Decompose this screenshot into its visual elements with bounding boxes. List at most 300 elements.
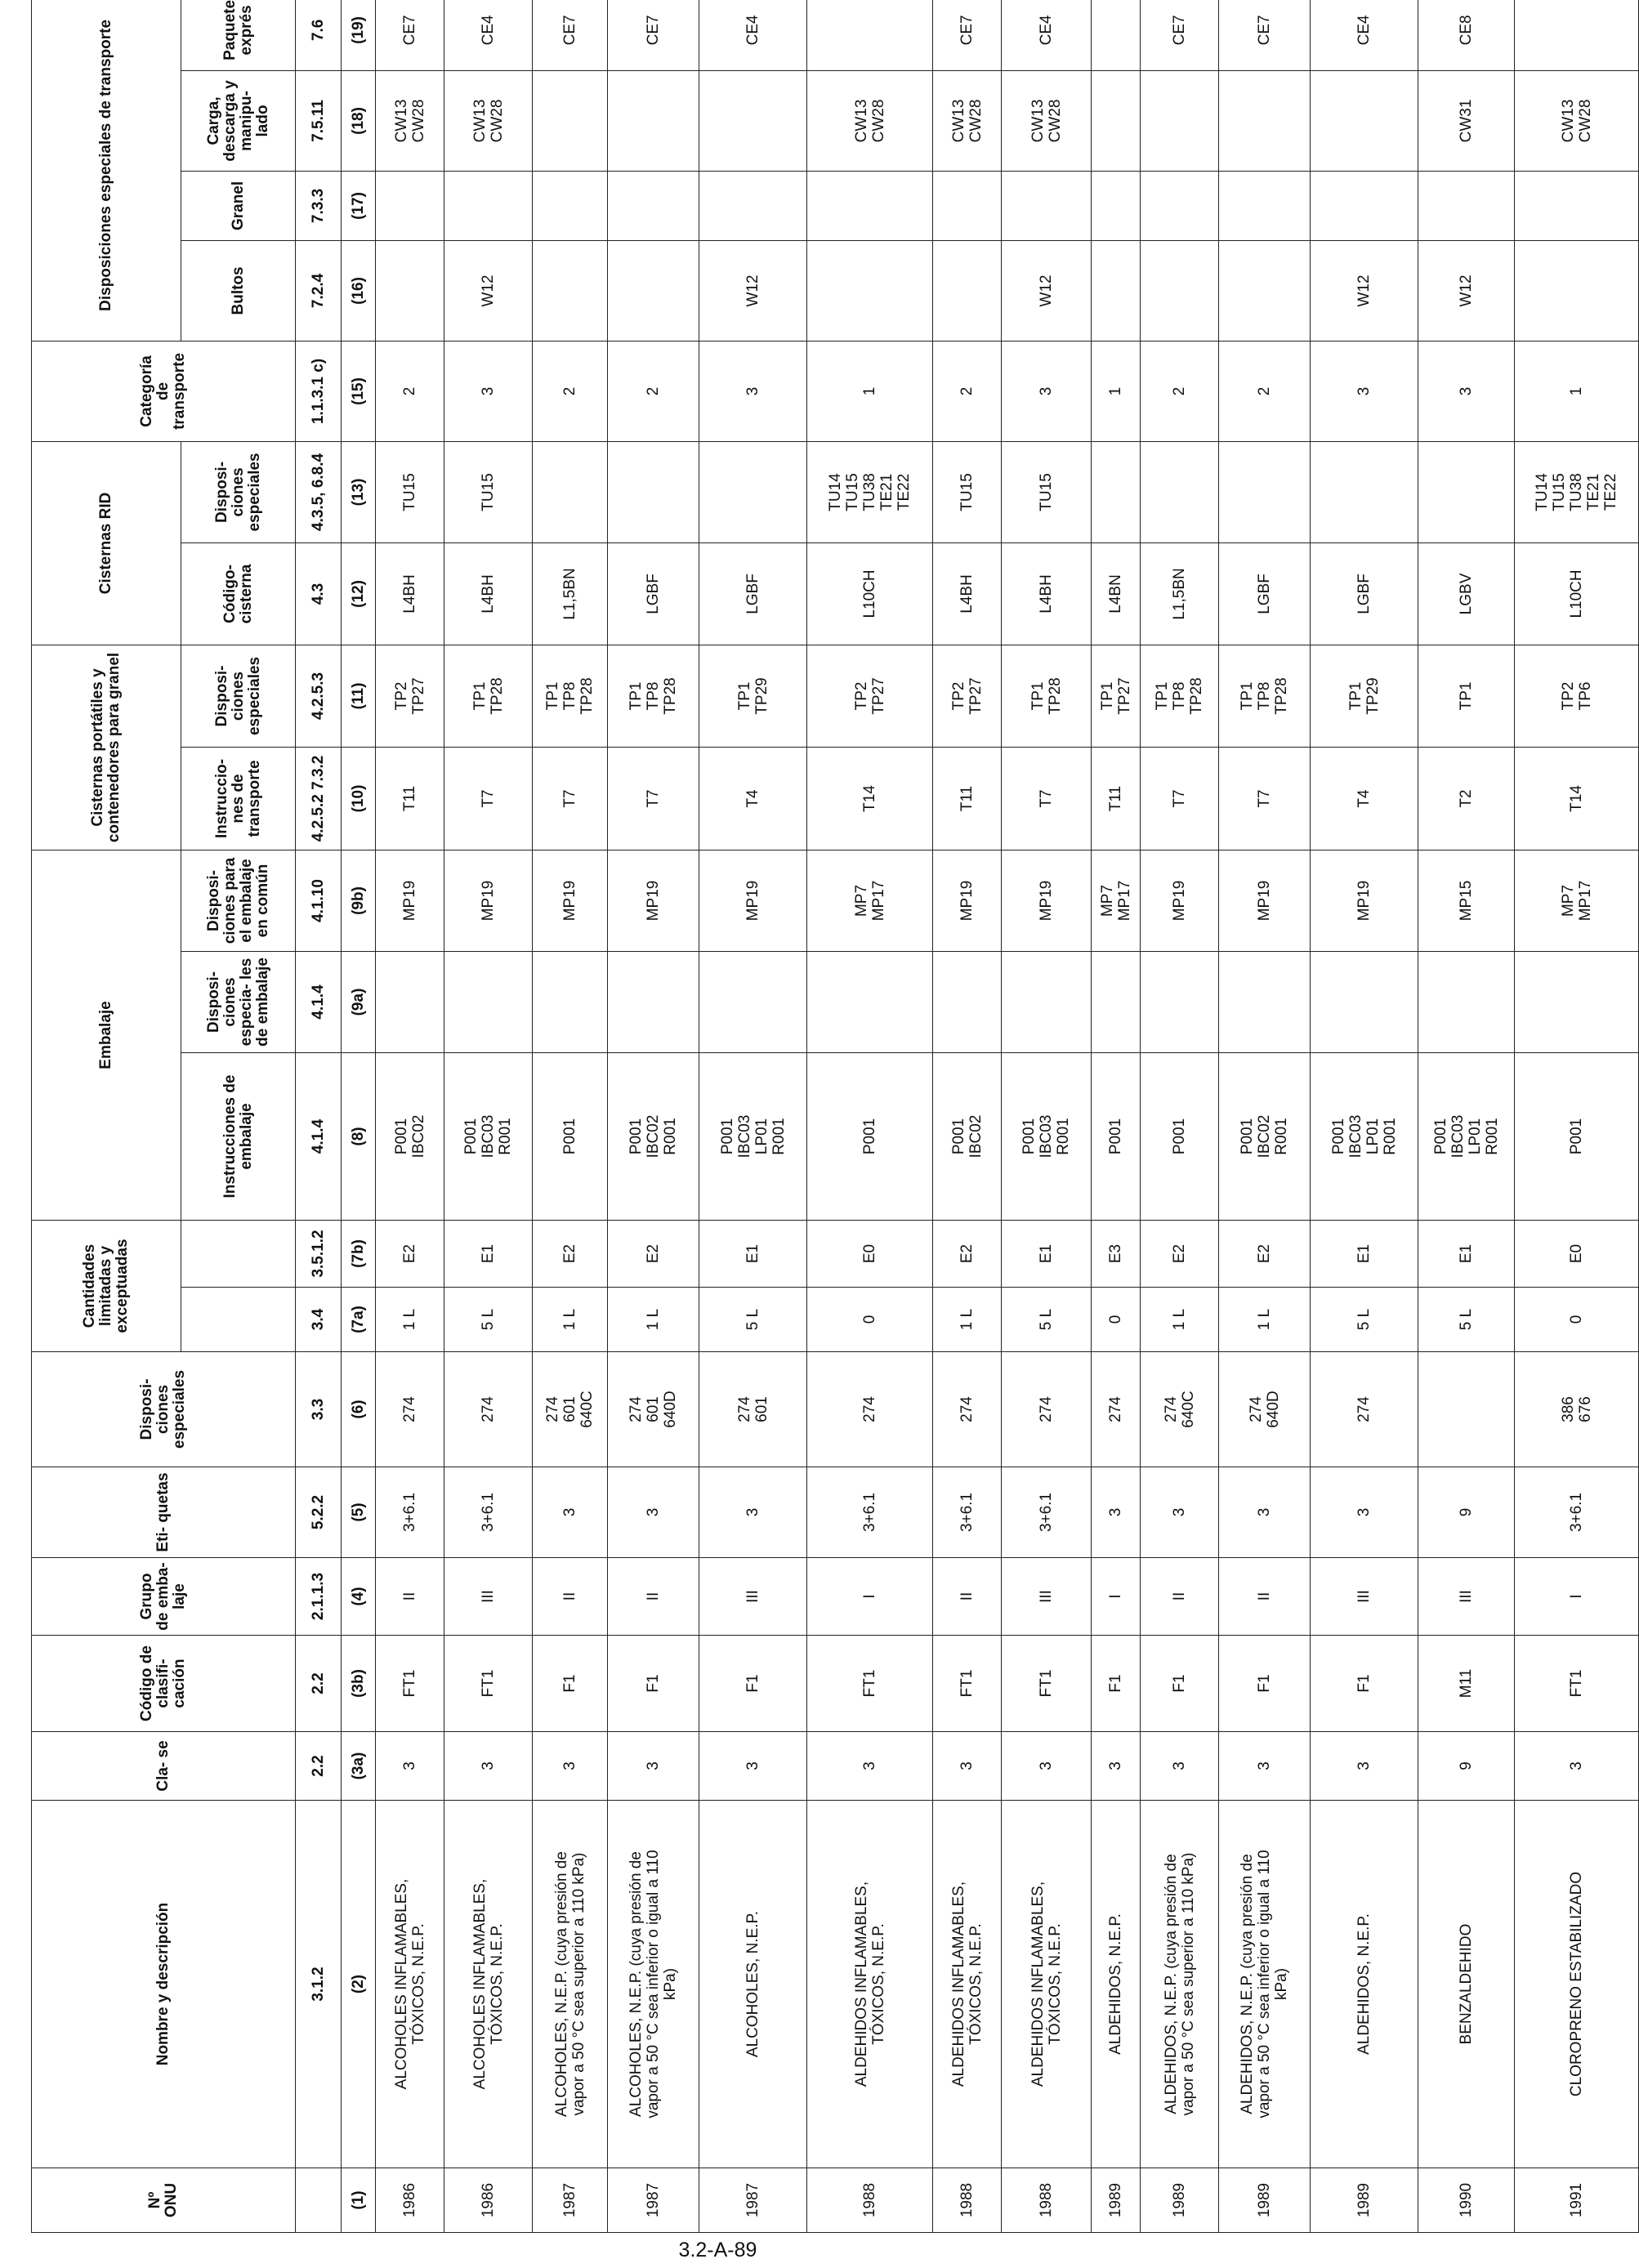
column-number-cell: (16) [342,240,376,341]
data-cell: FT1 [376,1636,444,1732]
column-number-cell: (15) [342,341,376,441]
data-cell: 274 601 640C [533,1352,608,1467]
header-clase: Cla- se [32,1732,296,1801]
data-cell: 274 640D [1219,1352,1311,1467]
data-cell: 274 [1092,1352,1141,1467]
data-cell: T7 [1219,747,1311,850]
column-number-cell: (3a) [342,1732,376,1801]
data-cell: MP7 MP17 [807,850,933,951]
data-cell: 3 [1092,1467,1141,1558]
data-cell: 3 [1311,341,1418,441]
header-bultos: Bultos [181,240,296,341]
un-number-cell: 1989 [1219,2168,1311,2233]
data-cell: TP2 TP6 [1515,645,1639,747]
data-cell: P001 IBC03 LP01 R001 [1418,1052,1515,1220]
data-cell [608,70,699,171]
header-disp-esp: Disposi- ciones especiales [32,1352,296,1467]
data-cell: T14 [807,747,933,850]
dangerous-goods-table [31,0,1639,2233]
un-number-cell: 1989 [1092,2168,1141,2233]
data-cell: III [699,1558,807,1636]
data-cell: T7 [608,747,699,850]
column-number-cell: (11) [342,645,376,747]
data-cell [1141,171,1219,240]
ref-cell: 4.3.5, 6.8.4 [296,441,342,542]
un-number-cell: 1987 [533,2168,608,2233]
data-cell: 3 [444,1732,533,1801]
data-cell [533,70,608,171]
header-disp-esp-rid: Disposi- ciones especiales [181,441,296,542]
data-cell: E2 [933,1220,1002,1287]
un-number-cell: 1988 [933,2168,1002,2233]
data-cell: 2 [933,341,1002,441]
data-cell: TP2 TP27 [933,645,1002,747]
data-cell: II [608,1558,699,1636]
data-cell: 3 [807,1732,933,1801]
column-number-cell: (18) [342,70,376,171]
name-description-cell: BENZALDEHIDO [1418,1801,1515,2168]
data-cell [807,0,933,70]
data-cell: MP19 [1311,850,1418,951]
data-cell: MP19 [1219,850,1311,951]
data-cell [1092,240,1141,341]
data-cell: MP19 [933,850,1002,951]
data-cell [608,951,699,1052]
data-cell: II [533,1558,608,1636]
name-description-cell: ALCOHOLES INFLAMABLES, TÓXICOS, N.E.P. [444,1801,533,2168]
name-description-cell: ALDEHIDOS INFLAMABLES, TÓXICOS, N.E.P. [807,1801,933,2168]
header-instr-transporte: Instruccio- nes de transporte [181,747,296,850]
data-cell: E0 [807,1220,933,1287]
data-cell: MP15 [1418,850,1515,951]
data-cell [933,240,1002,341]
data-cell: 274 [1311,1352,1418,1467]
header-ref-row [296,0,342,2233]
data-cell: 2 [1141,341,1219,441]
column-number-cell: (5) [342,1467,376,1558]
data-cell: E3 [1092,1220,1141,1287]
data-cell: I [1515,1558,1639,1636]
data-cell: P001 IBC02 R001 [608,1052,699,1220]
ref-cell: 7.5.11 [296,70,342,171]
data-cell: 274 601 640D [608,1352,699,1467]
data-cell: CE7 [533,0,608,70]
header-disp-transporte: Disposiciones especiales de transporte [32,0,181,341]
name-description-cell: ALDEHIDOS, N.E.P. [1311,1801,1418,2168]
data-cell [1515,171,1639,240]
data-cell: III [1311,1558,1418,1636]
header-row-1 [32,0,181,2233]
data-cell: FT1 [1002,1636,1092,1732]
header-disp-esp-cisterna: Disposi- ciones especiales [181,645,296,747]
column-number-cell: (9a) [342,951,376,1052]
ref-cell: 3.3 [296,1352,342,1467]
ref-cell [296,2168,342,2233]
ref-cell: 7.2.4 [296,240,342,341]
data-cell: T7 [1002,747,1092,850]
data-cell: L4BH [1002,542,1092,645]
data-cell: 1 [1092,341,1141,441]
data-cell: 1 L [376,1288,444,1352]
data-cell: 5 L [699,1288,807,1352]
table-row [807,0,933,2233]
data-cell [1311,951,1418,1052]
column-number-cell: (3b) [342,1636,376,1732]
data-cell: CW31 [1418,70,1515,171]
data-cell [1141,70,1219,171]
data-cell: P001 IBC02 R001 [1219,1052,1311,1220]
table-row [1141,0,1219,2233]
data-cell: TU15 [1002,441,1092,542]
data-cell: MP19 [533,850,608,951]
un-number-cell: 1990 [1418,2168,1515,2233]
data-cell: F1 [533,1636,608,1732]
data-cell: III [444,1558,533,1636]
data-cell: 274 [444,1352,533,1467]
data-cell: 3 [1141,1732,1219,1801]
data-cell: T11 [376,747,444,850]
data-cell [376,951,444,1052]
data-cell: 3+6.1 [933,1467,1002,1558]
table-row [1092,0,1141,2233]
table-row [699,0,807,2233]
data-cell: MP19 [444,850,533,951]
data-cell: CE4 [1002,0,1092,70]
data-cell: 3 [1418,341,1515,441]
data-cell: 1 [807,341,933,441]
name-description-cell: ALDEHIDOS, N.E.P. (cuya presión de vapor a 50 °C sea inferior o igual a 110 kPa) [1219,1801,1311,2168]
data-cell: P001 IBC02 [376,1052,444,1220]
data-cell: LGBV [1418,542,1515,645]
data-cell: CW13 CW28 [1002,70,1092,171]
data-cell: CW13 CW28 [1515,70,1639,171]
data-cell: T7 [444,747,533,850]
header-disp-comun: Disposi- ciones para el embalaje en común [181,850,296,951]
data-cell: 0 [1515,1288,1639,1352]
column-number-cell: (9b) [342,850,376,951]
data-cell: W12 [1311,240,1418,341]
data-cell: L4BH [376,542,444,645]
un-number-cell: 1988 [807,2168,933,2233]
data-cell: CE4 [444,0,533,70]
column-number-cell: (7a) [342,1288,376,1352]
ref-cell: 4.1.4 [296,951,342,1052]
data-cell [807,240,933,341]
ref-cell: 7.3.3 [296,171,342,240]
name-description-cell: ALCOHOLES, N.E.P. (cuya presión de vapor a 50 °C sea superior a 110 kPa) [533,1801,608,2168]
ref-cell: 4.1.4 [296,1052,342,1220]
header-grupo: Grupo de emba- laje [32,1558,296,1636]
data-cell [1092,951,1141,1052]
ref-cell: 3.1.2 [296,1801,342,2168]
header-carga: Carga, descarga y manipu- lado [181,70,296,171]
data-cell: I [807,1558,933,1636]
data-cell [608,240,699,341]
data-cell [1092,0,1141,70]
data-cell [807,171,933,240]
data-cell: 3+6.1 [376,1467,444,1558]
header-embalaje: Embalaje [32,850,181,1220]
data-cell: 3 [608,1467,699,1558]
data-cell: F1 [1311,1636,1418,1732]
ref-cell: 4.2.5.2 7.3.2 [296,747,342,850]
data-cell: W12 [1418,240,1515,341]
data-cell: TU15 [444,441,533,542]
data-cell: MP7 MP17 [1515,850,1639,951]
un-number-cell: 1986 [376,2168,444,2233]
data-cell: CE7 [1141,0,1219,70]
table-body [376,0,1639,2233]
data-cell: CE7 [376,0,444,70]
data-cell [807,951,933,1052]
data-cell: E2 [1141,1220,1219,1287]
name-description-cell: ALCOHOLES, N.E.P. (cuya presión de vapor a 50 °C sea inferior o igual a 110 kPa) [608,1801,699,2168]
data-cell: TP1 TP8 TP28 [1141,645,1219,747]
data-cell: II [933,1558,1002,1636]
data-cell: TU15 [933,441,1002,542]
data-cell [533,441,608,542]
data-cell: MP19 [608,850,699,951]
data-cell: 2 [608,341,699,441]
data-cell: 274 [807,1352,933,1467]
data-cell: 274 601 [699,1352,807,1467]
data-cell: LGBF [608,542,699,645]
data-cell: LGBF [1219,542,1311,645]
data-cell: I [1092,1558,1141,1636]
data-cell [1418,171,1515,240]
table-row [933,0,1002,2233]
header-cantidades: Cantidades limitadas y exceptuadas [32,1220,181,1351]
column-number-cell: (19) [342,0,376,70]
data-cell: FT1 [933,1636,1002,1732]
header-granel: Granel [181,171,296,240]
data-cell: P001 IBC03 R001 [444,1052,533,1220]
data-cell: LGBF [1311,542,1418,645]
data-cell: E1 [1418,1220,1515,1287]
data-cell [1311,171,1418,240]
rotated-table-container [31,0,1619,2233]
data-cell: W12 [699,240,807,341]
data-cell: LGBF [699,542,807,645]
column-number-cell: (7b) [342,1220,376,1287]
data-cell: 3 [1515,1732,1639,1801]
header-cisternas-portatiles: Cisternas portátiles y contenedores para granel [32,645,181,850]
data-cell: 274 [376,1352,444,1467]
data-cell: FT1 [1515,1636,1639,1732]
data-cell: T7 [1141,747,1219,850]
data-cell: MP7 MP17 [1092,850,1141,951]
header-codigo: Código de clasifi- cación [32,1636,296,1732]
data-cell: 5 L [1311,1288,1418,1352]
data-cell [1219,951,1311,1052]
data-cell [608,171,699,240]
data-cell: E0 [1515,1220,1639,1287]
data-cell: TP1 TP8 TP28 [533,645,608,747]
header-etiquetas: Eti- quetas [32,1467,296,1558]
data-cell: 3 [1219,1732,1311,1801]
table-row [1418,0,1515,2233]
data-cell [1219,171,1311,240]
data-cell [376,240,444,341]
data-cell: 3+6.1 [1515,1467,1639,1558]
data-cell [533,240,608,341]
data-cell: II [1141,1558,1219,1636]
data-cell: 5 L [444,1288,533,1352]
data-cell: MP19 [1141,850,1219,951]
data-cell: M11 [1418,1636,1515,1732]
name-description-cell: ALDEHIDOS, N.E.P. (cuya presión de vapor a 50 °C sea superior a 110 kPa) [1141,1801,1219,2168]
data-cell [1515,240,1639,341]
data-cell [1515,951,1639,1052]
data-cell [1092,171,1141,240]
ref-cell: 5.2.2 [296,1467,342,1558]
data-cell [1515,0,1639,70]
data-cell [699,70,807,171]
data-cell [699,951,807,1052]
data-cell [533,951,608,1052]
data-cell: L10CH [1515,542,1639,645]
data-cell: T4 [1311,747,1418,850]
header-num-row [342,0,376,2233]
data-cell: 3 [444,341,533,441]
data-cell: E2 [533,1220,608,1287]
data-cell: TP1 TP29 [1311,645,1418,747]
data-cell: W12 [444,240,533,341]
header-name: Nombre y descripción [32,1801,296,2168]
column-number-cell: (17) [342,171,376,240]
data-cell: TP2 TP27 [376,645,444,747]
data-cell: 5 L [1002,1288,1092,1352]
name-description-cell: ALCOHOLES INFLAMABLES, TÓXICOS, N.E.P. [376,1801,444,2168]
data-cell [533,171,608,240]
data-cell: CE8 [1418,0,1515,70]
data-cell [1141,951,1219,1052]
data-cell: P001 [1515,1052,1639,1220]
table-row [533,0,608,2233]
data-cell: 3+6.1 [807,1467,933,1558]
data-cell: 3 [933,1732,1002,1801]
header-instr-embalaje: Instrucciones de embalaje [181,1052,296,1220]
data-cell [608,441,699,542]
data-cell: P001 IBC02 [933,1052,1002,1220]
data-cell [1002,171,1092,240]
data-cell: 3 [608,1732,699,1801]
ref-cell: 2.2 [296,1732,342,1801]
data-cell: 3 [533,1467,608,1558]
data-cell: L4BN [1092,542,1141,645]
data-cell [1418,951,1515,1052]
header-codigo-cisterna: Código- cisterna [181,542,296,645]
data-cell: 9 [1418,1732,1515,1801]
data-cell [1219,70,1311,171]
table-row [444,0,533,2233]
ref-cell: 4.1.10 [296,850,342,951]
name-description-cell: ALDEHIDOS INFLAMABLES, TÓXICOS, N.E.P. [933,1801,1002,2168]
data-cell: E1 [1002,1220,1092,1287]
data-cell: TP1 TP27 [1092,645,1141,747]
column-number-cell: (10) [342,747,376,850]
ref-cell: 3.5.1.2 [296,1220,342,1287]
header-un-no: Nº ONU [32,2168,296,2233]
data-cell: E2 [608,1220,699,1287]
un-number-cell: 1989 [1141,2168,1219,2233]
data-cell: P001 IBC03 LP01 R001 [699,1052,807,1220]
data-cell: L1,5BN [533,542,608,645]
data-cell: TU14 TU15 TU38 TE21 TE22 [1515,441,1639,542]
name-description-cell: CLOROPRENO ESTABILIZADO [1515,1801,1639,2168]
data-cell: P001 [1092,1052,1141,1220]
data-cell: 3 [1219,1467,1311,1558]
column-number-cell: (8) [342,1052,376,1220]
data-cell: TP2 TP27 [807,645,933,747]
column-number-cell: (12) [342,542,376,645]
data-cell [933,171,1002,240]
data-cell: 3 [1092,1732,1141,1801]
data-cell: 3 [699,1467,807,1558]
data-cell: II [1219,1558,1311,1636]
page-number: 3.2-A-89 [678,2239,757,2261]
data-cell: FT1 [444,1636,533,1732]
data-cell: III [1002,1558,1092,1636]
data-cell [699,441,807,542]
data-cell: P001 [1141,1052,1219,1220]
data-cell: E1 [1311,1220,1418,1287]
data-cell: 3 [1002,341,1092,441]
name-description-cell: ALCOHOLES, N.E.P. [699,1801,807,2168]
data-cell: TP1 TP8 TP28 [608,645,699,747]
data-cell [1311,441,1418,542]
data-cell: L10CH [807,542,933,645]
data-cell: MP19 [376,850,444,951]
data-cell: FT1 [807,1636,933,1732]
data-cell: 1 L [1219,1288,1311,1352]
header-categoria: Categoría de transporte [32,341,296,441]
data-cell: TP1 TP28 [1002,645,1092,747]
data-cell [933,951,1002,1052]
data-cell: CE7 [608,0,699,70]
data-cell: 1 L [933,1288,1002,1352]
data-cell [1418,441,1515,542]
data-cell: TU14 TU15 TU38 TE21 TE22 [807,441,933,542]
data-cell: L4BH [933,542,1002,645]
data-cell [699,171,807,240]
data-cell: 3 [1141,1467,1219,1558]
data-cell: CW13 CW28 [444,70,533,171]
un-number-cell: 1986 [444,2168,533,2233]
data-cell: TU15 [376,441,444,542]
data-cell: T14 [1515,747,1639,850]
data-cell: 9 [1418,1467,1515,1558]
header-disp-esp-embalaje: Disposi- ciones especia- les de embalaje [181,951,296,1052]
data-cell: MP19 [1002,850,1092,951]
data-cell [1311,70,1418,171]
column-number-cell: (6) [342,1352,376,1467]
table-row [376,0,444,2233]
table-row [1515,0,1639,2233]
data-cell: T7 [533,747,608,850]
data-cell: CE7 [1219,0,1311,70]
data-cell: E2 [1219,1220,1311,1287]
data-cell: E2 [376,1220,444,1287]
data-cell [1141,441,1219,542]
data-cell: MP19 [699,850,807,951]
table-row [1002,0,1092,2233]
ref-cell: 2.2 [296,1636,342,1732]
un-number-cell: 1988 [1002,2168,1092,2233]
name-description-cell: ALDEHIDOS INFLAMABLES, TÓXICOS, N.E.P. [1002,1801,1092,2168]
data-cell: 2 [376,341,444,441]
data-cell: 3 [1311,1732,1418,1801]
